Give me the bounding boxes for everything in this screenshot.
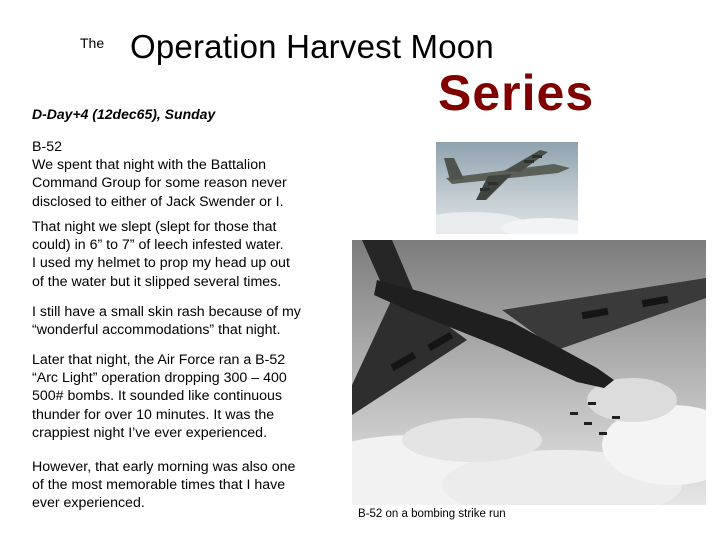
paragraph-line: Later that night, the Air Force ran a B-52 <box>32 352 286 368</box>
photo-caption: B-52 on a bombing strike run <box>358 508 506 520</box>
paragraph-line: We spent that night with the Battalion <box>32 157 266 174</box>
paragraph-leech-water <box>32 218 332 291</box>
b52-bombing-photo <box>352 240 706 505</box>
paragraph-memorable <box>32 458 332 513</box>
paragraph-line: B-52 <box>32 139 62 155</box>
paragraph-intro <box>32 138 332 211</box>
paragraph-line: 500# bombs. It sounded like continuous <box>32 388 283 405</box>
paragraph-line: of the water but it slipped several times. <box>32 273 282 290</box>
paragraph-line: ever experienced. <box>32 495 145 512</box>
paragraph-line: Command Group for some reason never <box>32 175 287 192</box>
paragraph-line: of the most memorable times that I have <box>32 477 286 494</box>
series-label: Series <box>438 65 595 121</box>
paragraph-line: “wonderful accommodations” that night. <box>32 322 281 339</box>
title-prefix: The <box>80 35 105 51</box>
paragraph-line: disclosed to either of Jack Swender or I. <box>32 193 284 210</box>
paragraph-line: crappiest night I’ve ever experienced. <box>32 424 268 441</box>
page-title: Operation Harvest Moon <box>130 28 494 65</box>
paragraph-skin-rash <box>32 303 332 339</box>
paragraph-line: I used my helmet to prop my head up out <box>32 255 290 272</box>
paragraph-line: However, that early morning was also one <box>32 459 296 475</box>
date-subtitle: D-Day+4 (12dec65), Sunday <box>32 106 216 122</box>
paragraph-line: That night we slept (slept for those that <box>32 219 277 235</box>
paragraph-line: thunder for over 10 minutes. It was the <box>32 406 275 423</box>
paragraph-line: “Arc Light” operation dropping 300 – 400 <box>32 370 287 387</box>
paragraph-arc-light <box>32 351 332 442</box>
paragraph-line: could) in 6” to 7” of leech infested water. <box>32 237 284 254</box>
paragraph-line: I still have a small skin rash because of my <box>32 304 301 320</box>
b52-color-photo <box>436 142 578 234</box>
